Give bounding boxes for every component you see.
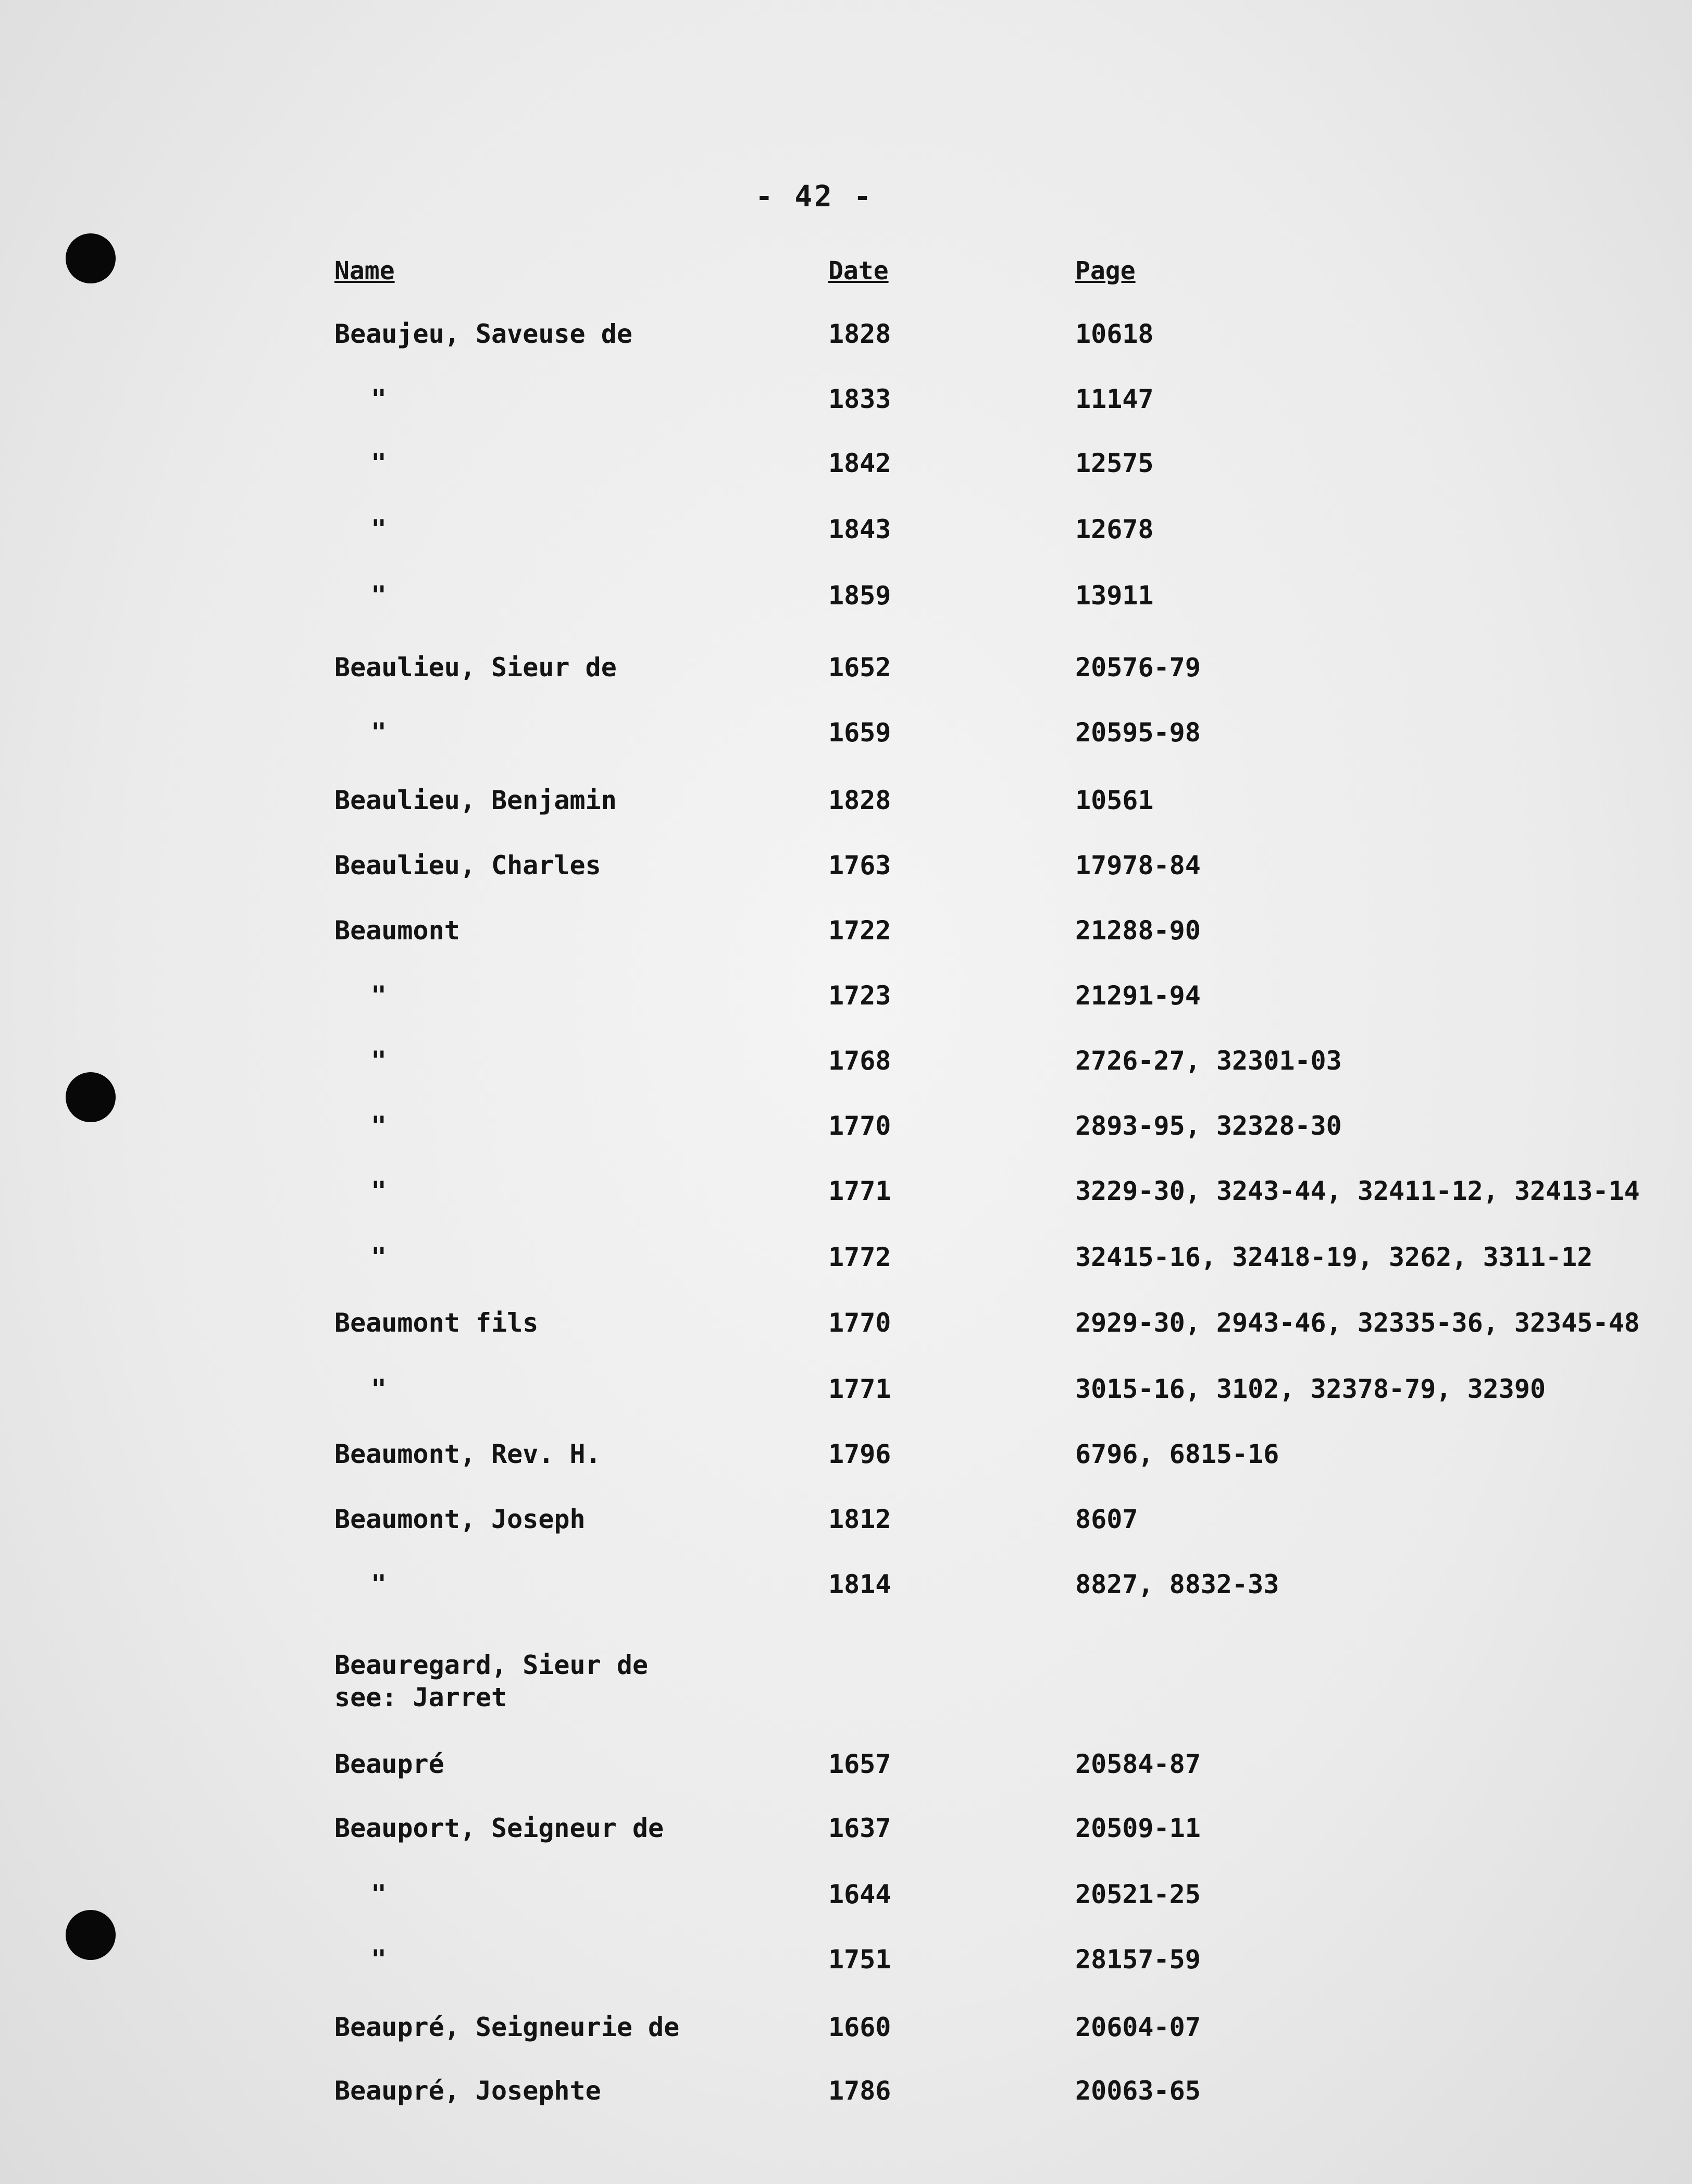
entry-date: 1796 <box>828 1439 891 1469</box>
entry-name: " <box>371 1879 387 1909</box>
entry-page: 10561 <box>1075 785 1154 815</box>
entry-name: Beaulieu, Benjamin <box>334 785 617 815</box>
entry-name: " <box>371 514 387 544</box>
entry-date: 1768 <box>828 1046 891 1076</box>
entry-date: 1771 <box>828 1374 891 1404</box>
entry-name: Beaumont <box>334 915 460 946</box>
entry-date: 1770 <box>828 1111 891 1141</box>
entry-page: 13911 <box>1075 580 1154 611</box>
entry-page: 28157-59 <box>1075 1944 1201 1975</box>
entry-page: 3015-16, 3102, 32378-79, 32390 <box>1075 1374 1546 1404</box>
entry-date: 1842 <box>828 448 891 478</box>
entry-page: 20604-07 <box>1075 2012 1201 2042</box>
entry-date: 1828 <box>828 319 891 349</box>
entry-name: Beauport, Seigneur de <box>334 1813 664 1843</box>
entry-page: 20576-79 <box>1075 652 1201 682</box>
entry-name: " <box>371 448 387 478</box>
entry-date: 1637 <box>828 1813 891 1843</box>
entry-name: " <box>371 1111 387 1141</box>
entry-see-reference: see: Jarret <box>334 1682 507 1713</box>
entry-name: Beauregard, Sieur de <box>334 1650 649 1680</box>
entry-name: " <box>371 580 387 611</box>
entry-date: 1859 <box>828 580 891 611</box>
entry-name: " <box>371 384 387 414</box>
entry-page: 11147 <box>1075 384 1154 414</box>
entry-date: 1659 <box>828 717 891 748</box>
entry-page: 8607 <box>1075 1504 1138 1534</box>
entry-page: 2893-95, 32328-30 <box>1075 1111 1342 1141</box>
entry-name: " <box>371 1569 387 1599</box>
entry-date: 1828 <box>828 785 891 815</box>
entry-page: 17978-84 <box>1075 850 1201 880</box>
entry-page: 12678 <box>1075 514 1154 544</box>
entry-page: 20595-98 <box>1075 717 1201 748</box>
entry-name: " <box>371 1046 387 1076</box>
entry-page: 12575 <box>1075 448 1154 478</box>
entry-name: " <box>371 1176 387 1206</box>
entry-page: 21288-90 <box>1075 915 1201 946</box>
entry-date: 1770 <box>828 1308 891 1338</box>
entry-date: 1722 <box>828 915 891 946</box>
entry-page: 20521-25 <box>1075 1879 1201 1909</box>
header-page: Page <box>1075 256 1136 286</box>
entry-name: Beaulieu, Charles <box>334 850 601 880</box>
entry-page: 20509-11 <box>1075 1813 1201 1843</box>
entry-date: 1833 <box>828 384 891 414</box>
entry-date: 1751 <box>828 1944 891 1975</box>
entry-date: 1657 <box>828 1749 891 1779</box>
entry-date: 1812 <box>828 1504 891 1534</box>
entry-date: 1652 <box>828 652 891 682</box>
entry-date: 1814 <box>828 1569 891 1599</box>
entry-page: 20584-87 <box>1075 1749 1201 1779</box>
entry-date: 1763 <box>828 850 891 880</box>
entry-name: " <box>371 717 387 748</box>
entry-name: Beaumont, Rev. H. <box>334 1439 601 1469</box>
entry-name: " <box>371 1374 387 1404</box>
entry-page: 6796, 6815-16 <box>1075 1439 1279 1469</box>
entry-date: 1772 <box>828 1242 891 1272</box>
entry-page: 2726-27, 32301-03 <box>1075 1046 1342 1076</box>
entry-date: 1786 <box>828 2076 891 2106</box>
entry-name: " <box>371 981 387 1011</box>
entry-page: 21291-94 <box>1075 981 1201 1011</box>
entry-name: Beaujeu, Saveuse de <box>334 319 632 349</box>
header-name: Name <box>334 256 395 286</box>
entry-name: Beaumont, Joseph <box>334 1504 586 1534</box>
entry-name: " <box>371 1944 387 1975</box>
entry-page: 20063-65 <box>1075 2076 1201 2106</box>
entry-name: Beaupré, Seigneurie de <box>334 2012 680 2042</box>
entry-date: 1723 <box>828 981 891 1011</box>
entry-date: 1644 <box>828 1879 891 1909</box>
entry-page: 3229-30, 3243-44, 32411-12, 32413-14 <box>1075 1176 1640 1206</box>
entry-page: 10618 <box>1075 319 1154 349</box>
header-date: Date <box>828 256 889 286</box>
entry-date: 1771 <box>828 1176 891 1206</box>
entry-name: Beaupré, Josephte <box>334 2076 601 2106</box>
entry-page: 8827, 8832-33 <box>1075 1569 1279 1599</box>
page-number: - 42 - <box>755 180 874 214</box>
entry-name: Beaupré <box>334 1749 444 1779</box>
entry-page: 2929-30, 2943-46, 32335-36, 32345-48 <box>1075 1308 1640 1338</box>
entry-name: " <box>371 1242 387 1272</box>
entry-name: Beaumont fils <box>334 1308 539 1338</box>
entry-page: 32415-16, 32418-19, 3262, 3311-12 <box>1075 1242 1593 1272</box>
entry-date: 1660 <box>828 2012 891 2042</box>
entry-date: 1843 <box>828 514 891 544</box>
entry-name: Beaulieu, Sieur de <box>334 652 617 682</box>
